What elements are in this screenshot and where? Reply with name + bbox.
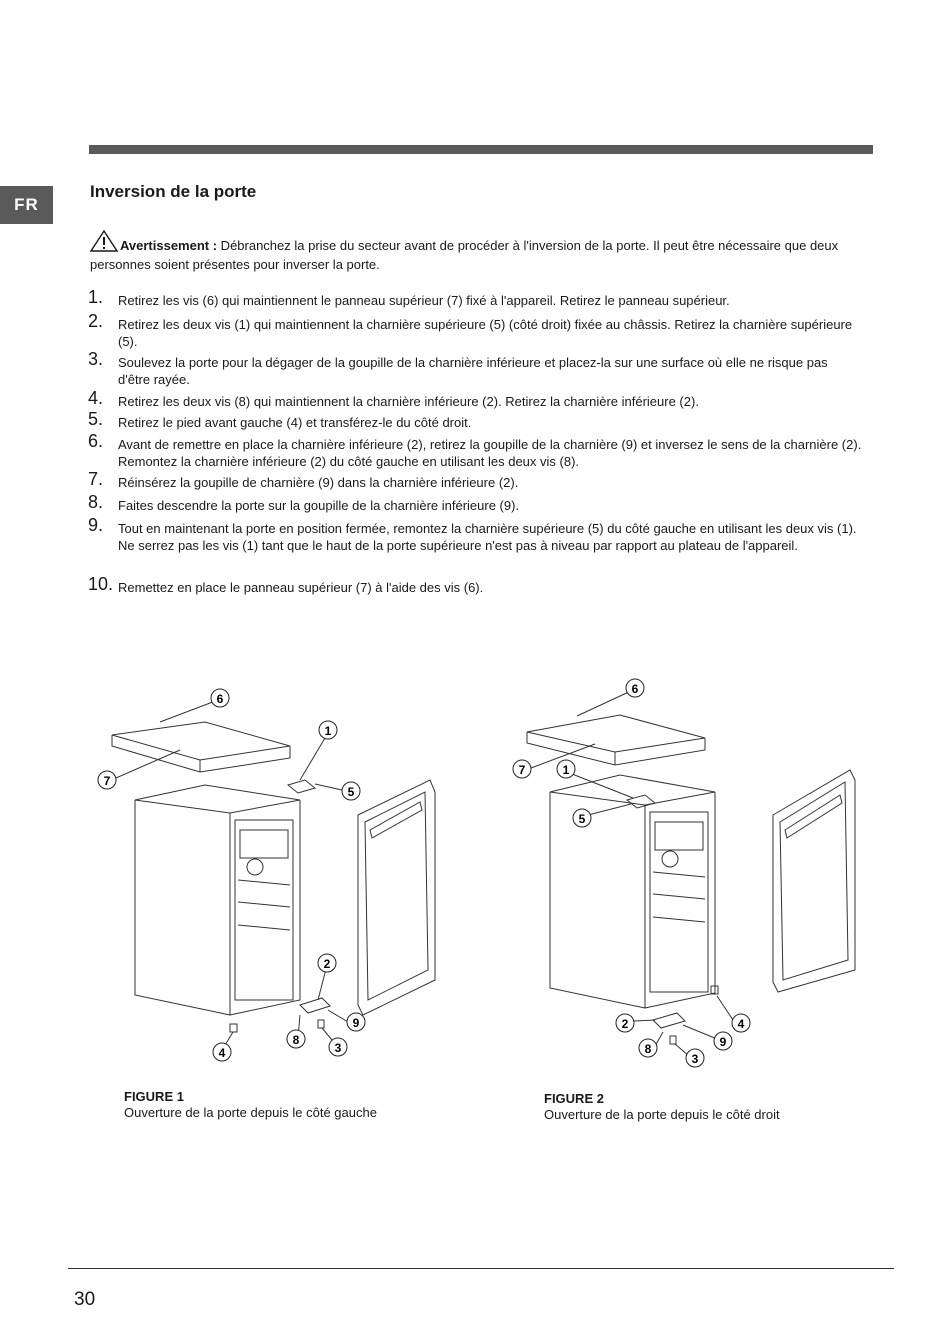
svg-text:5: 5 (578, 812, 586, 826)
callout-badge (329, 1038, 347, 1056)
step-number: 2. (88, 311, 104, 331)
callout-badge (639, 1039, 657, 1057)
callout-badge (342, 782, 360, 800)
callout-badge (557, 760, 575, 778)
bottom-rule (68, 1268, 894, 1269)
svg-text:8: 8 (292, 1033, 300, 1047)
callout-badge (714, 1032, 732, 1050)
callout-badge (213, 1043, 231, 1061)
svg-text:9: 9 (352, 1016, 360, 1030)
page-title: Inversion de la porte (90, 182, 257, 201)
figure-2-caption-text: Ouverture de la porte depuis le côté droit (544, 1107, 780, 1122)
callout-badge (98, 771, 116, 789)
step-text: Retirez le pied avant gauche (4) et transférez-le du côté droit. (118, 415, 472, 430)
step-number: 6. (88, 431, 104, 451)
figure-2-illustration (505, 670, 895, 1070)
svg-text:9: 9 (719, 1035, 727, 1049)
figure-2-caption (544, 1091, 780, 1123)
callout-badge (573, 809, 591, 827)
svg-text:2: 2 (323, 957, 331, 971)
figure-1-caption (124, 1089, 377, 1121)
svg-text:6: 6 (631, 682, 639, 696)
svg-text:3: 3 (334, 1041, 342, 1055)
step-number: 1. (88, 287, 104, 307)
callout-badge (626, 679, 644, 697)
step-text: Remettez en place le panneau supérieur (7) à l'aide des vis (6). (118, 580, 484, 595)
step-text: Faites descendre la porte sur la goupille de la charnière inférieure (9). (118, 498, 520, 513)
figure-1-illustration (90, 680, 480, 1070)
step-text: Avant de remettre en place la charnière inférieure (2), retirez la goupille de la charnière (9) et inversez le sens de la charnière (2). Remontez la charnière inférieure (2) du côté gauche en utilisant les deux vis (8). (118, 437, 862, 469)
svg-text:5: 5 (347, 785, 355, 799)
step-text: Retirez les deux vis (8) qui maintiennent la charnière inférieure (2). Retirez la charnière inférieure (2). (118, 394, 699, 409)
callout-badge (686, 1049, 704, 1067)
language-tab: FR (0, 186, 53, 224)
step-number: 3. (88, 349, 104, 369)
svg-text:2: 2 (621, 1017, 629, 1031)
svg-text:6: 6 (216, 692, 224, 706)
svg-text:3: 3 (691, 1052, 699, 1066)
step-number: 10. (88, 574, 114, 594)
svg-text:7: 7 (518, 763, 526, 777)
page-number: 30 (74, 1289, 96, 1310)
step-number: 9. (88, 515, 104, 535)
top-rule (89, 145, 873, 154)
step-text: Retirez les vis (6) qui maintiennent le panneau supérieur (7) fixé à l'appareil. Retirez le panneau supérieur. (118, 293, 730, 308)
step-number: 4. (88, 388, 104, 408)
svg-text:1: 1 (324, 724, 332, 738)
svg-text:8: 8 (644, 1042, 652, 1056)
callout-badge (318, 954, 336, 972)
step-text: Réinsérez la goupille de charnière (9) dans la charnière inférieure (2). (118, 475, 519, 490)
callout-badge (211, 689, 229, 707)
svg-text:4: 4 (218, 1046, 226, 1060)
callout-badge (732, 1014, 750, 1032)
svg-text:7: 7 (103, 774, 111, 788)
figure-2-label: FIGURE 2 (544, 1091, 604, 1106)
step-text: Retirez les deux vis (1) qui maintiennent la charnière supérieure (5) (côté droit) fixée au châssis. Retirez la charnière supérieure (5). (118, 317, 853, 349)
svg-text:4: 4 (737, 1017, 745, 1031)
warning-paragraph (90, 230, 870, 273)
warning-label: Avertissement : (120, 238, 218, 253)
callout-badge (347, 1013, 365, 1031)
callout-badge (616, 1014, 634, 1032)
step-text: Soulevez la porte pour la dégager de la goupille de la charnière inférieure et placez-la sur une surface où elle ne risque pas d'être rayée. (118, 355, 828, 387)
figure-1-callouts (98, 689, 365, 1061)
figure-1-label: FIGURE 1 (124, 1089, 184, 1104)
warning-icon (90, 230, 118, 256)
step-number: 5. (88, 409, 104, 429)
callout-badge (287, 1030, 305, 1048)
step-number: 7. (88, 469, 104, 489)
step-number: 8. (88, 492, 104, 512)
callout-badge (513, 760, 531, 778)
callout-badge (319, 721, 337, 739)
svg-text:1: 1 (562, 763, 570, 777)
warning-text: Débranchez la prise du secteur avant de procéder à l'inversion de la porte. Il peut être nécessaire que deux personnes soient présentes pour inverser la porte. (90, 238, 839, 272)
figure-1-caption-text: Ouverture de la porte depuis le côté gauche (124, 1105, 377, 1120)
step-text: Tout en maintenant la porte en position fermée, remontez la charnière supérieure (5) du côté gauche en utilisant les deux vis (1). Ne serrez pas les vis (1) tant que le haut de la porte supérieure n'est pas à niveau par rapport au plateau de l'appareil. (118, 521, 857, 553)
